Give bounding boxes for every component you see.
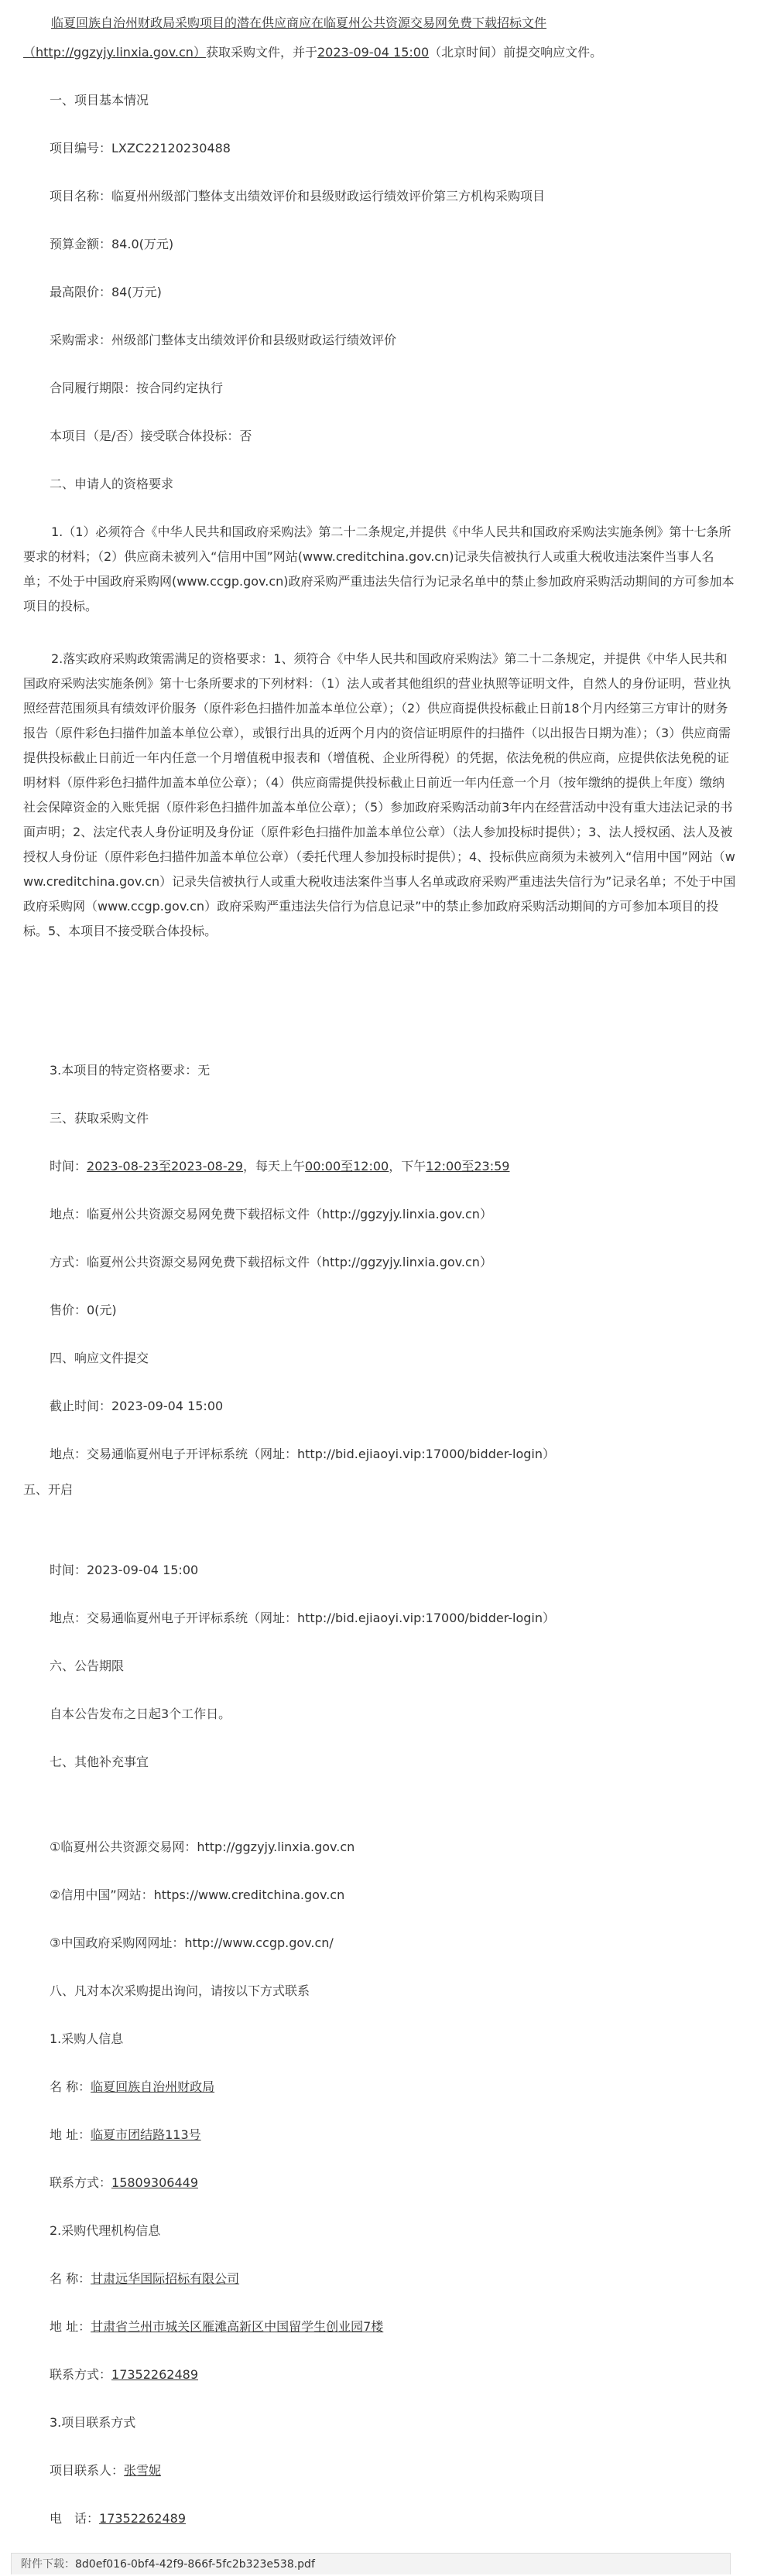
section-2-heading: 二、申请人的资格要求 [50, 477, 174, 491]
attachment-bar [11, 2553, 731, 2574]
submission-deadline: 截止时间：2023-09-04 15:00 [50, 1399, 224, 1413]
budget-amount: 预算金额：84.0(万元) [50, 237, 174, 251]
agency-heading: 2.采购代理机构信息 [50, 2223, 161, 2238]
consortium-accepted: 本项目（是/否）接受联合体投标：否 [50, 429, 252, 443]
supplement-item-3: ③中国政府采购网网址：http://www.ccgp.gov.cn/ [50, 1935, 334, 1950]
section-3-heading: 三、获取采购文件 [50, 1111, 149, 1126]
purchaser-heading: 1.采购人信息 [50, 2031, 124, 2046]
qualification-req-3: 3.本项目的特定资格要求：无 [50, 1063, 211, 1078]
purchaser-address: 地 址：临夏市团结路113号 [50, 2127, 201, 2142]
deadline-date: 2023-09-04 15:00 [317, 45, 430, 60]
opening-place: 地点：交易通临夏州电子开评标系统（网址：http://bid.ejiaoyi.vip:17000/bidder-login） [50, 1611, 556, 1625]
intro-text-link[interactable]: 临夏回族自治州财政局采购项目的潜在供应商应在临夏州公共资源交易网免费下载招标文件 [51, 15, 547, 30]
section-5-heading: 五、开启 [23, 1482, 74, 1497]
agency-name: 名 称：甘肃远华国际招标有限公司 [50, 2271, 240, 2286]
opening-time: 时间：2023-09-04 15:00 [50, 1563, 199, 1577]
purchaser-phone: 联系方式：15809306449 [50, 2175, 198, 2190]
document-price: 售价：0(元) [50, 1303, 117, 1317]
ggzyjy-url-link[interactable]: （http://ggzyjy.linxia.gov.cn） [23, 45, 206, 60]
contact-person: 项目联系人：张雪妮 [50, 2463, 162, 2478]
section-6-heading: 六、公告期限 [50, 1659, 125, 1673]
intro-line-1 [23, 11, 720, 36]
document-place: 地点：临夏州公共资源交易网免费下载招标文件（http://ggzyjy.linxia.gov.cn） [50, 1207, 492, 1221]
section-8-heading: 八、凡对本次采购提出询问，请按以下方式联系 [50, 1983, 310, 1998]
agency-phone: 联系方式：17352262489 [50, 2367, 198, 2382]
contract-period: 合同履行期限：按合同约定执行 [50, 381, 224, 395]
document-method: 方式：临夏州公共资源交易网免费下载招标文件（http://ggzyjy.linxia.gov.cn） [50, 1255, 492, 1269]
contact-phone: 电 话：17352262489 [50, 2511, 186, 2526]
qualification-req-2: 2.落实政府采购政策需满足的资格要求：1、须符合《中华人民共和国政府采购法》第二十二条规定，并提供《中华人民共和国政府采购法实施条例》第十七条所要求的下列材料：（1）法人或者其他组织的营业执照等证明文件，自然人的身份证明，营业执照经营范围须具有绩效评价服务（原件彩色扫描件加盖本单位公章）；（2）供应商提供投标截止日前18个月内经第三方审计的财务报告（原件彩色扫描件加盖本单位公章），或银行出具的近两个月内的资信证明原件的扫描件（以出报告日期为准）；（3）供应商需提供投标截止日前近一年内任意一个月增值税申报表和（增值税、企业所得税）的凭据，依法免税的供应商，应提供依法免税的证明材料（原件彩色扫描件加盖本单位公章）；（4）供应商需提供投标截止日前近一年内任意一个月（按年缴纳的提供上年度）缴纳社会保障资金的入账凭据（原件彩色扫描件加盖本单位公章）；（5）参加政府采购活动前3年内在经营活动中没有重大违法记录的书面声明；2、法定代表人身份证明及身份证（原件彩色扫描件加盖本单位公章）（法人参加投标时提供）；3、法人授权函、法人及被授权人身份证（原件彩色扫描件加盖本单位公章）（委托代理人参加投标时提供）；4、投标供应商须为未被列入“信用中国”网站（www.creditchina.gov.cn）记录失信被执行人或重大税收违法案件当事人名单或政府采购严重违法失信行为”记录名单；不处于中国政府采购网（www.ccgp.gov.cn）政府采购严重违法失信行为信息记录”中的禁止参加政府采购活动期间的方可参加本项目的投标。5、本项目不接受联合体投标。 [23, 651, 736, 938]
supplement-item-1: ①临夏州公共资源交易网：http://ggzyjy.linxia.gov.cn [50, 1840, 355, 1854]
section-7-heading: 七、其他补充事宜 [50, 1754, 149, 1769]
max-price: 最高限价：84(万元) [50, 285, 162, 299]
attachment-download-link[interactable]: 8d0ef016-0bf4-42f9-866f-5fc2b323e538.pdf [75, 2558, 315, 2571]
qualification-req-1: 1.（1）必须符合《中华人民共和国政府采购法》第二十二条规定,并提供《中华人民共和国政府采购法实施条例》第十七条所要求的材料；（2）供应商未被列入“信用中国”网站(www.creditchina.gov.cn)记录失信被执行人或重大税收违法案件当事人名单；不处于中国政府采购网(www.ccgp.gov.cn)政府采购严重违法失信行为记录名单中的禁止参加政府采购活动期间的方可参加本项目的投标。 [23, 524, 735, 613]
submission-place: 地点：交易通临夏州电子开评标系统（网址：http://bid.ejiaoyi.vip:17000/bidder-login） [50, 1447, 556, 1461]
section-4-heading: 四、响应文件提交 [50, 1351, 149, 1365]
section-1-heading: 一、项目基本情况 [50, 93, 149, 108]
supplement-item-2: ②信用中国”网站：https://www.creditchina.gov.cn [50, 1888, 345, 1902]
contact-heading: 3.项目联系方式 [50, 2415, 136, 2430]
document-time: 时间：2023-08-23至2023-08-29，每天上午00:00至12:00，下午12:00至23:59 [50, 1159, 510, 1174]
project-name: 项目名称：临夏州州级部门整体支出绩效评价和县级财政运行绩效评价第三方机构采购项目 [50, 189, 546, 203]
purchaser-name: 名 称：临夏回族自治州财政局 [50, 2079, 215, 2094]
intro-line-2: （http://ggzyjy.linxia.gov.cn）获取采购文件，并于2023-09-04 15:00（北京时间）前提交响应文件。 [23, 45, 603, 60]
project-number: 项目编号：LXZC22120230488 [50, 141, 231, 155]
notice-period: 自本公告发布之日起3个工作日。 [50, 1707, 231, 1721]
agency-address: 地 址：甘肃省兰州市城关区雁滩高新区中国留学生创业园7楼 [50, 2319, 384, 2334]
procurement-demand: 采购需求：州级部门整体支出绩效评价和县级财政运行绩效评价 [50, 333, 397, 347]
attachment-label: 附件下载： [21, 2558, 75, 2571]
